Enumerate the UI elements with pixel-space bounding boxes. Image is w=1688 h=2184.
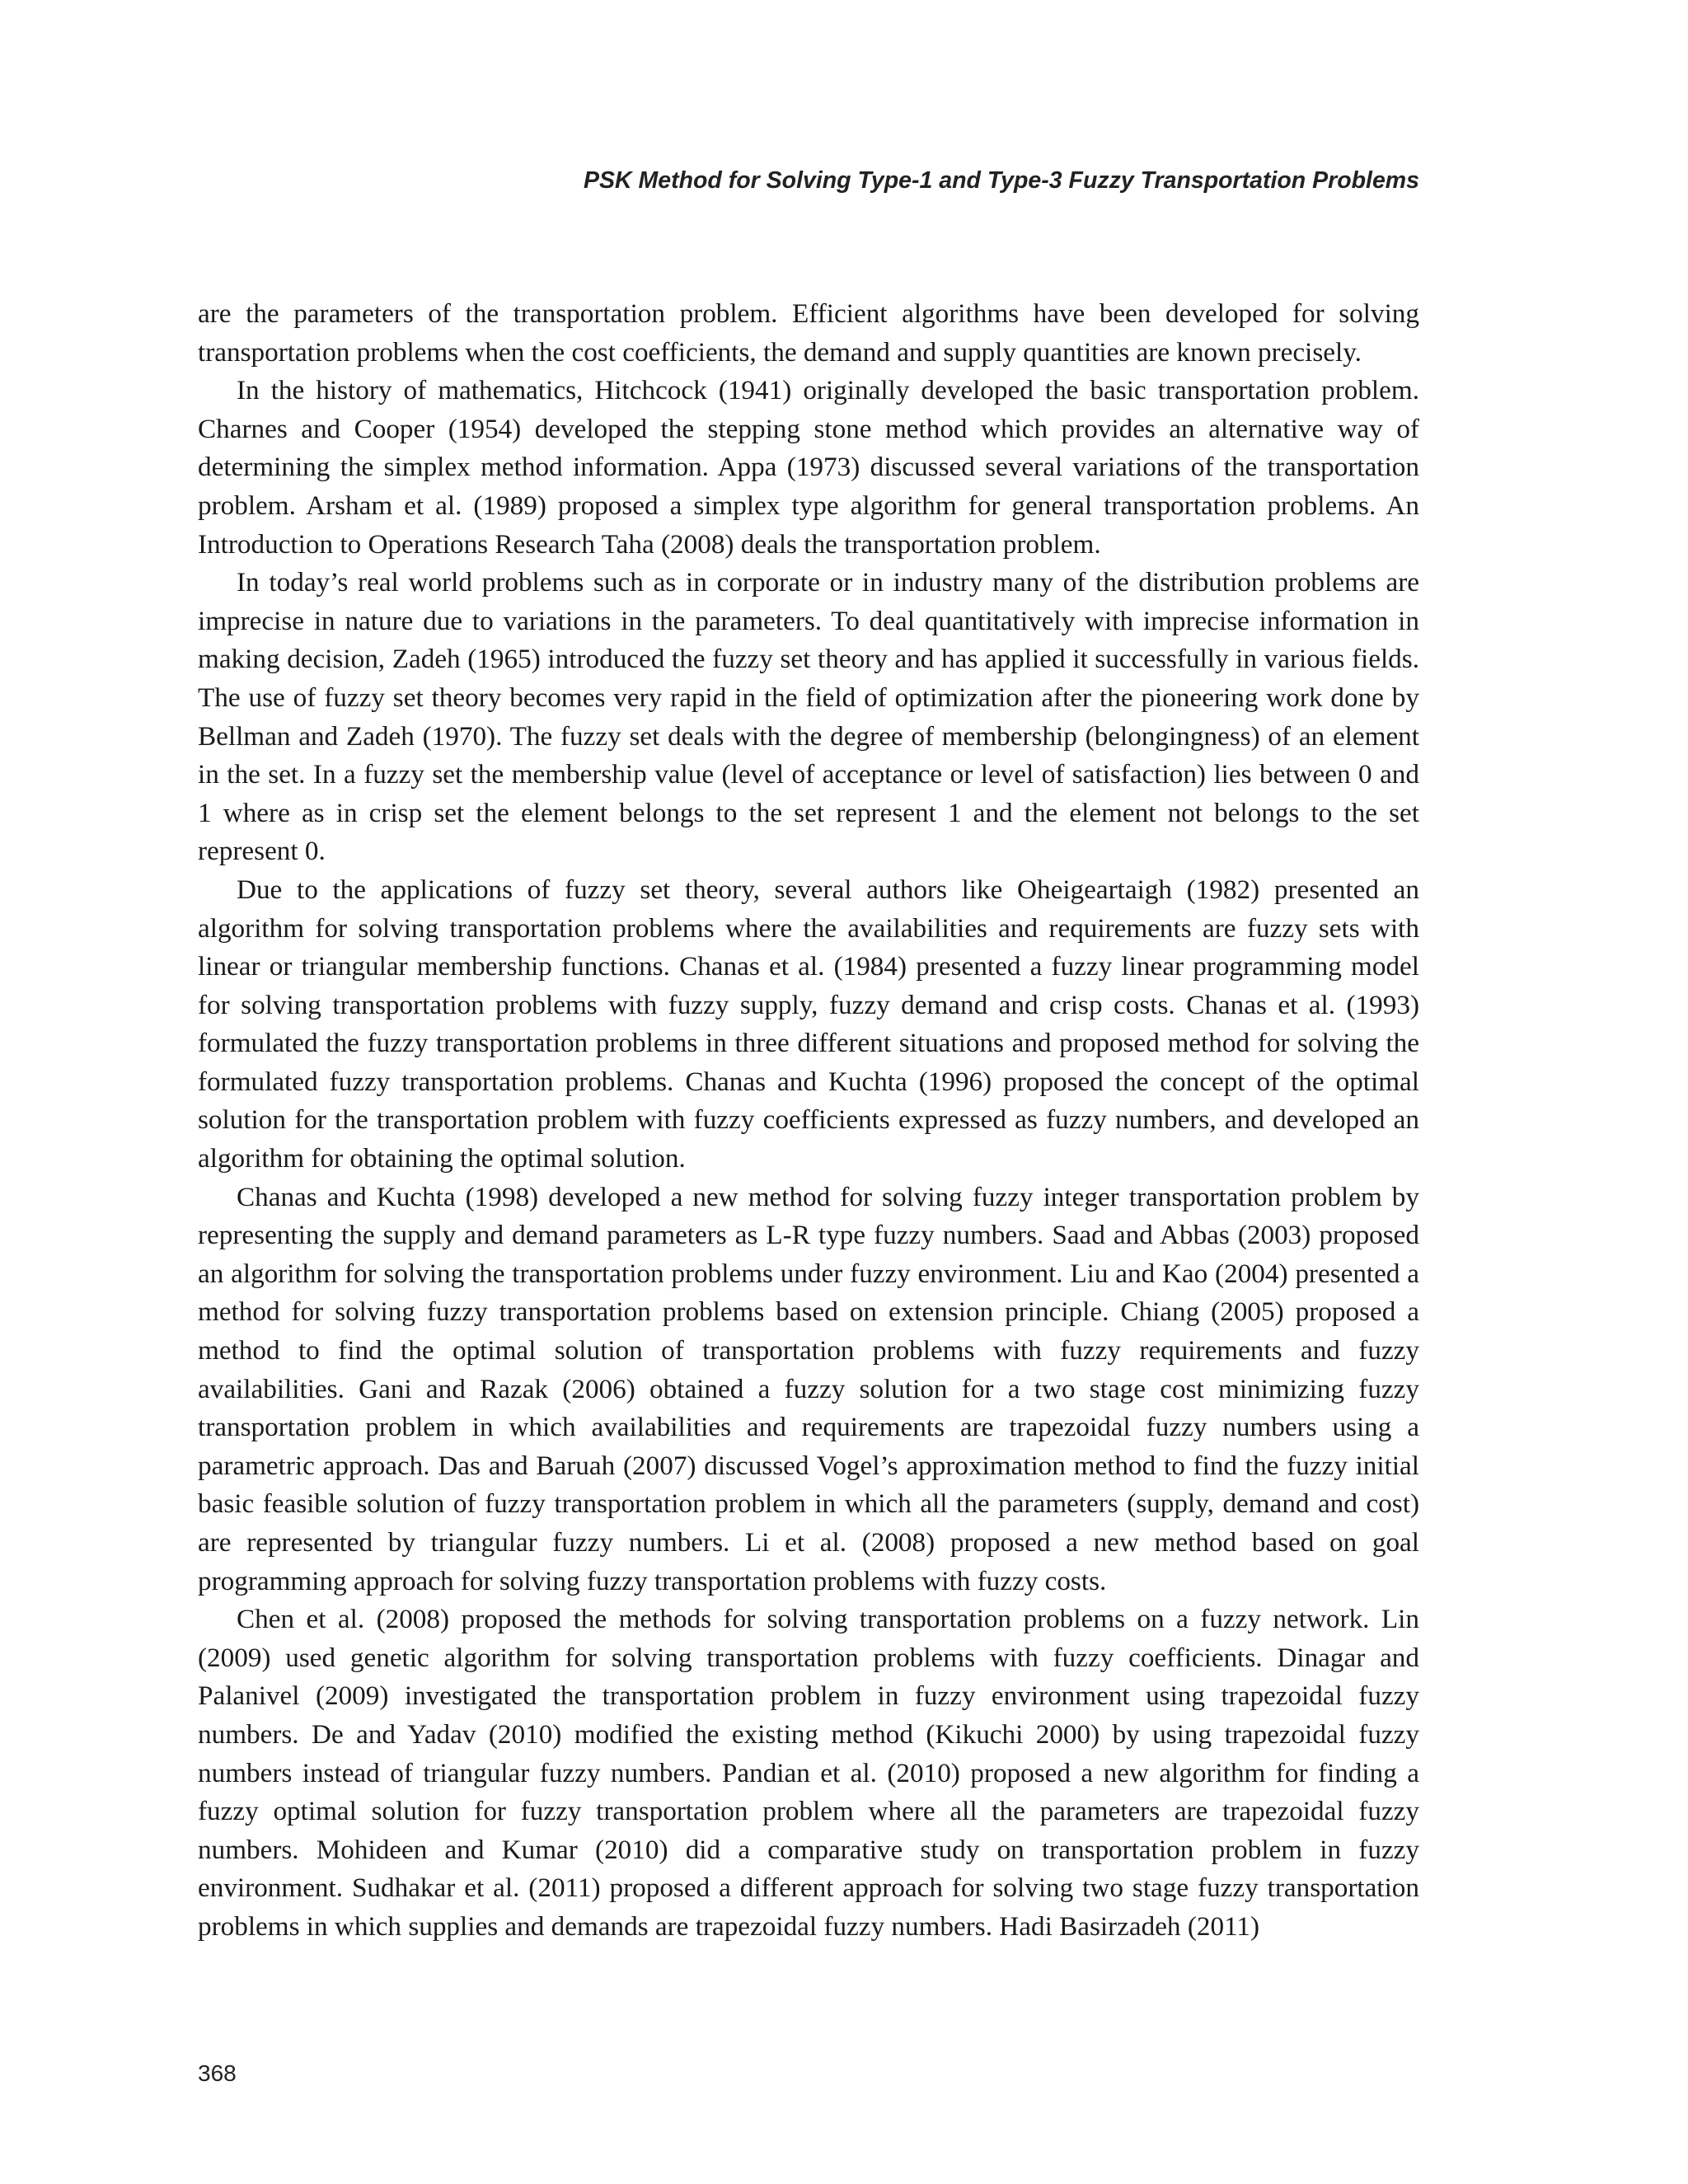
running-header-title: PSK Method for Solving Type-1 and Type-3 Fuzzy Transportation Problems — [584, 167, 1419, 194]
paragraph-fuzzy-applications: Due to the applications of fuzzy set theory, several authors like Oheigeartaigh (1982) presented an algorithm for solving transportation problems where the availabilities and requirements are fuzzy sets with linear or triangular membership functions. Chanas et al. (1984) presented a fuzzy linear programming model for solving transportation problems with fuzzy supply, fuzzy demand and crisp costs. Chanas et al. (1993) formulated the fuzzy transportation problems in three different situations and proposed method for solving the formulated fuzzy transportation problems. Chanas and Kuchta (1996) proposed the concept of the optimal solution for the transportation problem with fuzzy coefficients expressed as fuzzy numbers, and developed an algorithm for obtaining the optimal solution. — [198, 874, 1419, 1174]
paragraph-recent-work: Chen et al. (2008) proposed the methods for solving transportation problems on a fuzzy network. Lin (2009) used genetic algorithm for solving transportation problems with fuzzy coefficients. Dinagar and Palanivel (2009) investigated the transportation problem in fuzzy environment using trapezoidal fuzzy numbers. De and Yadav (2010) modified the existing method (Kikuchi 2000) by using trapezoidal fuzzy numbers instead of triangular fuzzy numbers. Pandian et al. (2010) proposed a new algorithm for finding a fuzzy optimal solution for fuzzy transportation problem where all the parameters are trapezoidal fuzzy numbers. Mohideen and Kumar (2010) did a comparative study on transportation problem in fuzzy environment. Sudhakar et al. (2011) proposed a different approach for solving two stage fuzzy transportation problems in which supplies and demands are trapezoidal fuzzy numbers. Hadi Basirzadeh (2011) — [198, 1604, 1419, 1942]
paragraph-fuzzy-set-theory: In today’s real world problems such as in corporate or in industry many of the distribution problems are imprecise in nature due to variations in the parameters. To deal quantitatively with imprecise information in making decision, Zadeh (1965) introduced the fuzzy set theory and has applied it successfully in various fields. The use of fuzzy set theory becomes very rapid in the field of optimization after the pioneering work done by Bellman and Zadeh (1970). The fuzzy set deals with the degree of membership (belongingness) of an element in the set. In a fuzzy set the membership value (level of acceptance or level of satisfaction) lies between 0 and 1 where as in crisp set the element belongs to the set represent 1 and the element not belongs to the set represent 0. — [198, 567, 1419, 867]
body-text — [198, 295, 1419, 1947]
paragraph-fuzzy-methods: Chanas and Kuchta (1998) developed a new method for solving fuzzy integer transportation problem by representing the supply and demand parameters as L-R type fuzzy numbers. Saad and Abbas (2003) proposed an algorithm for solving the transportation problems under fuzzy environment. Liu and Kao (2004) presented a method for solving fuzzy transportation problems based on extension principle. Chiang (2005) proposed a method to find the optimal solution of transportation problems with fuzzy requirements and fuzzy availabilities. Gani and Razak (2006) obtained a fuzzy solution for a two stage cost minimizing fuzzy transportation problem in which availabilities and requirements are trapezoidal fuzzy numbers using a parametric approach. Das and Baruah (2007) discussed Vogel’s approximation method to find the fuzzy initial basic feasible solution of fuzzy transportation problem in which all the parameters (supply, demand and cost) are represented by triangular fuzzy numbers. Li et al. (2008) proposed a new method based on goal programming approach for solving fuzzy transportation problems with fuzzy costs. — [198, 1181, 1419, 1596]
paragraph-continued: are the parameters of the transportation problem. Efficient algorithms have been developed for solving transportation problems when the cost coefficients, the demand and supply quantities are known precisely. — [198, 298, 1419, 368]
page-number: 368 — [198, 2060, 237, 2086]
paragraph-history: In the history of mathematics, Hitchcock (1941) originally developed the basic transportation problem. Charnes and Cooper (1954) developed the stepping stone method which provides an alternative way of determining the simplex method information. Appa (1973) discussed several variations of the transportation problem. Arsham et al. (1989) proposed a simplex type algorithm for general transportation problems. An Introduction to Operations Research Taha (2008) deals the transportation problem. — [198, 375, 1419, 560]
